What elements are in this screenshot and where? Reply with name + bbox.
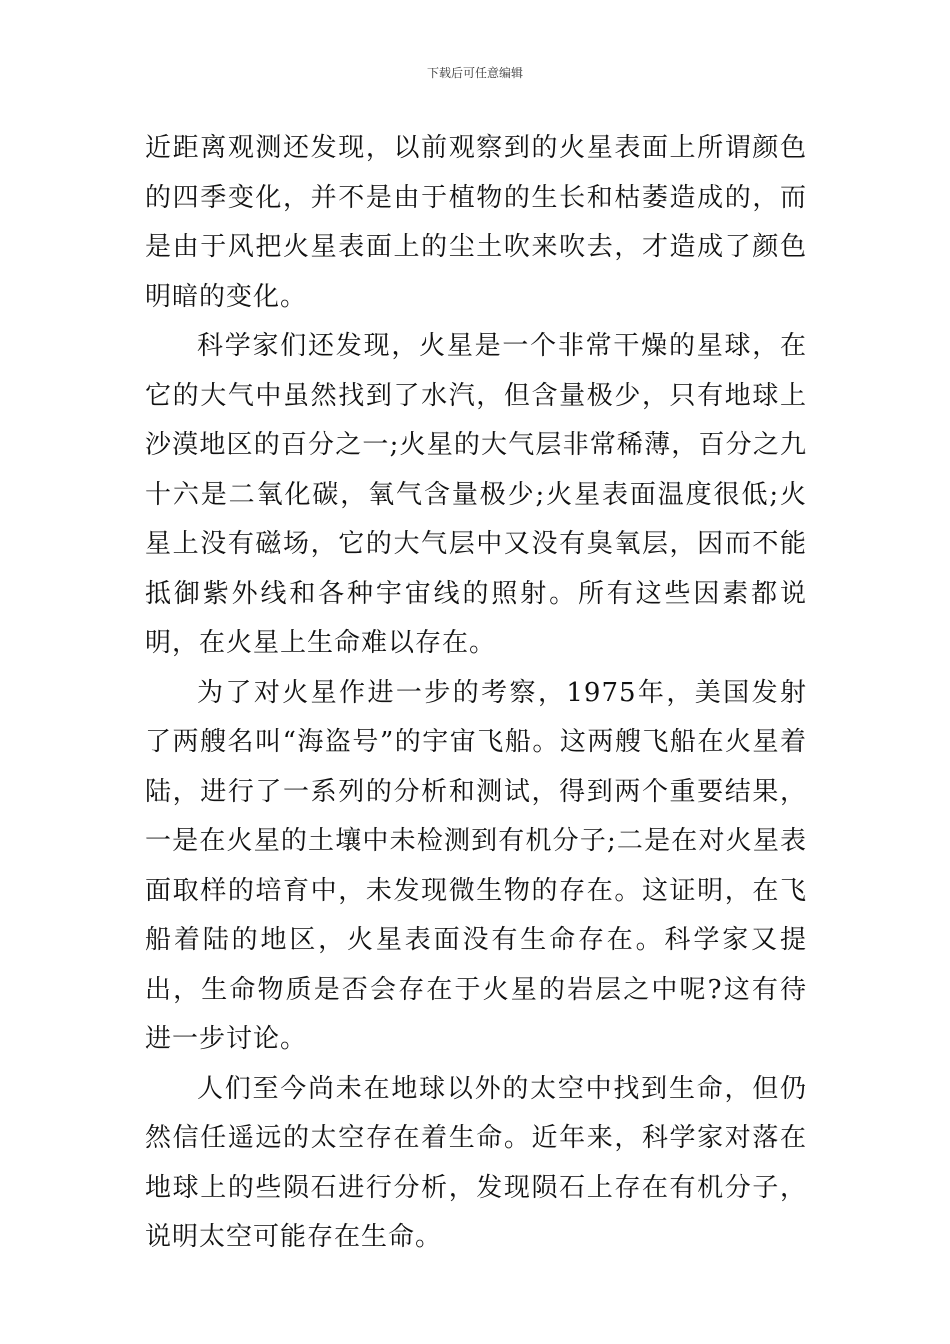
page-header: 下载后可任意编辑 xyxy=(426,66,523,80)
paragraph-mars-dry-atmosphere: 科学家们还发现，火星是一个非常干燥的星球，在它的大气中虽然找到了水汽，但含量极少，只有地球上沙漠地区的百分之一;火星的大气层非常稀薄，百分之九十六是二氧化碳，氧气含量极少;火星表面温度很低;火星上没有磁场，它的大气层中又没有臭氧层，因而不能抵御紫外线和各种宇宙线的照射。所有这些因素都说明，在火星上生命难以存在。 xyxy=(145,331,807,658)
paragraph-mars-color-change: 近距离观测还发现，以前观察到的火星表面上所谓颜色的四季变化，并不是由于植物的生长和枯萎造成的，而是由于风把火星表面上的尘土吹来吹去，才造成了颜色明暗的变化。 xyxy=(145,133,807,312)
paragraph-viking-probes: 为了对火星作进一步的考察，1975年，美国发射了两艘名叫“海盗号”的宇宙飞船。这两艘飞船在火星着陆，进行了一系列的分析和测试，得到两个重要结果，一是在火星的土壤中未检测到有机分子;二是在对火星表面取样的培育中，未发现微生物的存在。这证明，在飞船着陆的地区，火星表面没有生命存在。科学家又提出，生命物质是否会存在于火星的岩层之中呢?这有待进一步讨论。 xyxy=(145,677,807,1054)
paragraph-life-in-space: 人们至今尚未在地球以外的太空中找到生命，但仍然信任遥远的太空存在着生命。近年来，科学家对落在地球上的些陨石进行分析，发现陨石上存在有机分子，说明太空可能存在生命。 xyxy=(145,1073,807,1252)
document-body xyxy=(145,124,807,1263)
